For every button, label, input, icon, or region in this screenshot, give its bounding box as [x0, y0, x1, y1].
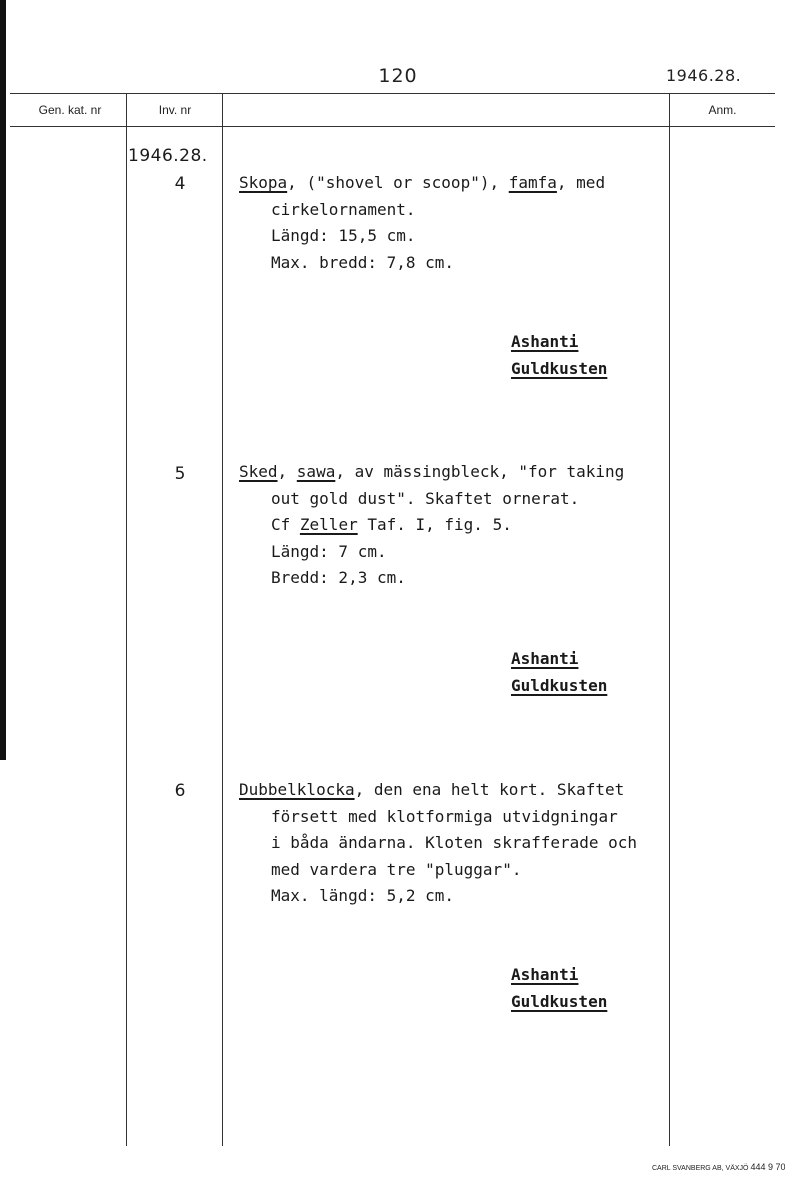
column-divider-inv-desc	[222, 94, 223, 1146]
entry-line	[239, 197, 679, 224]
entry-line	[239, 223, 679, 250]
underlined-term: Skopa	[239, 173, 288, 192]
column-divider-gen-inv	[126, 94, 127, 1146]
entry-text: med vardera tre "pluggar".	[271, 859, 522, 879]
entry-line	[239, 830, 679, 857]
entry-line	[239, 565, 679, 592]
printer-name: CARL SVANBERG AB, VÄXJÖ	[652, 1165, 749, 1172]
origin-people: Ashanti	[511, 965, 579, 984]
inventory-year: 1946.28.	[128, 146, 208, 166]
entry-text: Max. längd: 5,2 cm.	[271, 886, 455, 905]
entry-text: Max. bredd: 7,8 cm.	[271, 252, 455, 272]
origin-people: Ashanti	[511, 649, 579, 668]
inventory-number: 5	[174, 464, 186, 484]
entry-line	[239, 512, 679, 539]
origin-region: Guldkusten	[511, 358, 608, 378]
underlined-term: famfa	[508, 173, 557, 192]
form-code: 444 9 70	[750, 1162, 785, 1172]
underlined-term: Sked	[239, 462, 278, 481]
entry-line	[239, 486, 679, 513]
entry-text: , med	[556, 173, 606, 192]
entry-line	[239, 804, 679, 831]
entry-text: cirkelornament.	[271, 199, 416, 219]
origin-region: Guldkusten	[511, 675, 608, 695]
entry-text: Taf. I, fig. 5.	[357, 515, 512, 534]
entry-text: Bredd: 2,3 cm.	[271, 568, 406, 587]
header-top-rule	[10, 93, 775, 94]
entry-origin	[511, 962, 607, 1015]
column-header-inv-nr: Inv. nr	[158, 103, 192, 117]
underlined-term: Dubbelklocka	[239, 780, 355, 799]
entry-text: ,	[277, 462, 297, 481]
underlined-term: Zeller	[299, 515, 358, 534]
entry-text: out gold dust". Skaftet ornerat.	[271, 488, 580, 508]
entry-text: Längd: 7 cm.	[271, 541, 387, 561]
entry-line	[239, 539, 679, 566]
column-header-gen-kat-nr: Gen. kat. nr	[38, 103, 102, 117]
inventory-number: 6	[174, 781, 186, 801]
entry-description	[239, 170, 679, 276]
binding-edge	[0, 0, 6, 760]
entry-text: , ("shovel or scoop"),	[287, 173, 509, 192]
entry-text: , den ena helt kort. Skaftet	[354, 780, 625, 799]
origin-people: Ashanti	[511, 332, 579, 351]
entry-description	[239, 777, 679, 910]
entry-line	[239, 250, 679, 277]
inventory-number: 4	[174, 174, 186, 194]
entry-line	[239, 857, 679, 884]
page-number: 120	[378, 65, 418, 87]
entry-line	[239, 777, 679, 804]
entry-origin	[511, 329, 607, 382]
entry-text: , av mässingbleck, "for taking	[335, 462, 625, 481]
printer-imprint	[652, 1162, 785, 1172]
entry-text: Cf	[271, 515, 300, 534]
entry-line	[239, 170, 679, 197]
entry-description	[239, 459, 679, 592]
header-bottom-rule	[10, 126, 775, 127]
entry-text: försett med klotformiga utvidgningar	[271, 806, 618, 826]
column-header-anm: Anm.	[708, 103, 737, 117]
underlined-term: sawa	[296, 462, 336, 481]
entry-line	[239, 459, 679, 486]
entry-text: Längd: 15,5 cm.	[271, 226, 416, 245]
origin-region: Guldkusten	[511, 991, 608, 1011]
page-year-reference: 1946.28.	[666, 66, 742, 85]
entry-origin	[511, 646, 607, 699]
entry-line	[239, 883, 679, 910]
entry-text: i båda ändarna. Kloten skrafferade och	[271, 833, 638, 852]
